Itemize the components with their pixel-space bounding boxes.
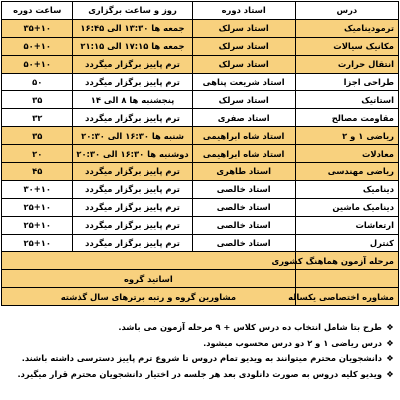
schedule-cell: دوشنبه ها ۱۶:۳۰ الی ۲۰:۳۰	[73, 145, 192, 163]
course-cell: ریاضی ۱ و ۲	[295, 127, 398, 145]
course-cell: ترمودینامیک	[295, 19, 398, 37]
note-item	[6, 351, 394, 367]
hours-cell: ۲۵+۱۰	[2, 234, 73, 252]
hours-cell: ۴۵	[2, 163, 73, 181]
teacher-cell: استاد صفری	[192, 109, 295, 127]
teacher-cell: استاد شریعت پناهی	[192, 73, 295, 91]
teacher-cell: استاد سرلک	[192, 55, 295, 73]
course-cell: انتقال حرارت	[295, 55, 398, 73]
teacher-cell: استاد خالصی	[192, 216, 295, 234]
course-cell: دینامیک ماشین	[295, 198, 398, 216]
hours-cell: ۵۰	[2, 73, 73, 91]
course-cell: ارتعاشات	[295, 216, 398, 234]
course-cell: ریاضی مهندسی	[295, 163, 398, 181]
course-cell: معادلات	[295, 145, 398, 163]
table-header-row	[2, 2, 399, 20]
table-row	[2, 19, 399, 37]
bullet-icon: ❖	[386, 337, 394, 348]
schedule-cell: ترم پاییز برگزار میگردد	[73, 109, 192, 127]
header-schedule: روز و ساعت برگزاری	[73, 2, 192, 20]
course-cell: مقاومت مصالح	[295, 109, 398, 127]
hours-cell: ۲۵+۱۰	[2, 216, 73, 234]
teacher-cell: استاد سرلک	[192, 19, 295, 37]
teacher-cell: استاد سرلک	[192, 91, 295, 109]
schedule-cell: ترم پاییز برگزار میگردد	[73, 55, 192, 73]
course-cell: طراحی اجزا	[295, 73, 398, 91]
table-row	[2, 55, 399, 73]
table-row	[2, 109, 399, 127]
header-teacher: استاد دوره	[192, 2, 295, 20]
teacher-cell: استاد شاه ابراهیمی	[192, 127, 295, 145]
course-cell: دینامیک	[295, 180, 398, 198]
summary-text-cell: اساتید گروه	[2, 270, 296, 288]
table-row	[2, 198, 399, 216]
schedule-cell: ترم پاییز برگزار میگردد	[73, 216, 192, 234]
teacher-cell: استاد خالصی	[192, 234, 295, 252]
table-row	[2, 37, 399, 55]
hours-cell: ۳۵+۱۰	[2, 19, 73, 37]
table-row	[2, 127, 399, 145]
hours-cell: ۵۰+۱۰	[2, 37, 73, 55]
summary-text-cell: مشاورین گروه و رتبه برترهای سال گذشته	[2, 288, 296, 306]
course-cell: مکانیک سیالات	[295, 37, 398, 55]
teacher-cell: استاد سرلک	[192, 37, 295, 55]
course-cell: کنترل	[295, 234, 398, 252]
note-item	[6, 367, 394, 383]
summary-label-cell	[295, 270, 398, 288]
teacher-cell: استاد خالصی	[192, 180, 295, 198]
hours-cell: ۳۲	[2, 109, 73, 127]
hours-cell: ۲۵+۱۰	[2, 198, 73, 216]
header-hours: ساعت دوره	[2, 2, 73, 20]
table-row	[2, 73, 399, 91]
table-row	[2, 91, 399, 109]
teacher-cell: استاد شاه ابراهیمی	[192, 145, 295, 163]
schedule-table	[1, 1, 399, 306]
schedule-cell: ترم پاییز برگزار میگردد	[73, 234, 192, 252]
summary-label-cell: مشاوره اختصاصی یکساله	[295, 288, 398, 306]
schedule-table-body	[2, 2, 399, 306]
note-item	[6, 320, 394, 336]
teacher-cell: استاد طاهری	[192, 163, 295, 181]
note-text: دانشجویان محترم میتوانند به ویدیو تمام دروس تا شروع ترم پاییز دسترسی داشته باشند.	[21, 353, 382, 364]
note-text: ویدیو کلیه دروس به صورت دانلودی بعد هر جلسه در اختیار دانشجویان محترم قرار میگیرد.	[17, 368, 382, 379]
schedule-cell: پنجشنبه ها ۸ الی ۱۴	[73, 91, 192, 109]
hours-cell: ۳۰+۱۰	[2, 180, 73, 198]
note-text: طرح بتا شامل انتخاب ده درس کلاس + ۹ مرحله آزمون می باشد.	[118, 322, 382, 332]
header-course: درس	[295, 2, 398, 20]
summary-text-cell	[2, 252, 296, 270]
note-item	[6, 336, 394, 352]
teacher-cell: استاد خالصی	[192, 198, 295, 216]
bullet-icon: ❖	[386, 368, 394, 379]
course-cell: استاتیک	[295, 91, 398, 109]
bullet-icon: ❖	[386, 353, 394, 364]
table-row	[2, 145, 399, 163]
hours-cell: ۵۰+۱۰	[2, 55, 73, 73]
table-row	[2, 180, 399, 198]
hours-cell: ۲۰	[2, 145, 73, 163]
schedule-cell: ترم پاییز برگزار میگردد	[73, 73, 192, 91]
table-summary-row	[2, 270, 399, 288]
hours-cell: ۳۵	[2, 91, 73, 109]
schedule-cell: ترم پاییز برگزار میگردد	[73, 180, 192, 198]
bullet-icon: ❖	[386, 322, 394, 332]
schedule-cell: ترم پاییز برگزار میگردد	[73, 163, 192, 181]
schedule-cell: شنبه ها ۱۶:۳۰ الی ۲۰:۳۰	[73, 127, 192, 145]
hours-cell: ۳۵	[2, 127, 73, 145]
schedule-cell: ترم پاییز برگزار میگردد	[73, 198, 192, 216]
table-row	[2, 163, 399, 181]
notes-list	[6, 320, 394, 382]
table-row	[2, 234, 399, 252]
table-summary-row	[2, 252, 399, 270]
table-summary-row	[2, 288, 399, 306]
table-row	[2, 216, 399, 234]
note-text: درس ریاضی ۱ و ۲ دو درس محسوب میشود.	[203, 337, 382, 348]
schedule-cell: جمعه ها ۱۳:۳۰ الی ۱۶:۴۵	[73, 19, 192, 37]
summary-label-cell: مرحله آزمون هماهنگ کشوری	[295, 252, 398, 270]
schedule-cell: جمعه ها ۱۷:۱۵ الی ۲۱:۱۵	[73, 37, 192, 55]
